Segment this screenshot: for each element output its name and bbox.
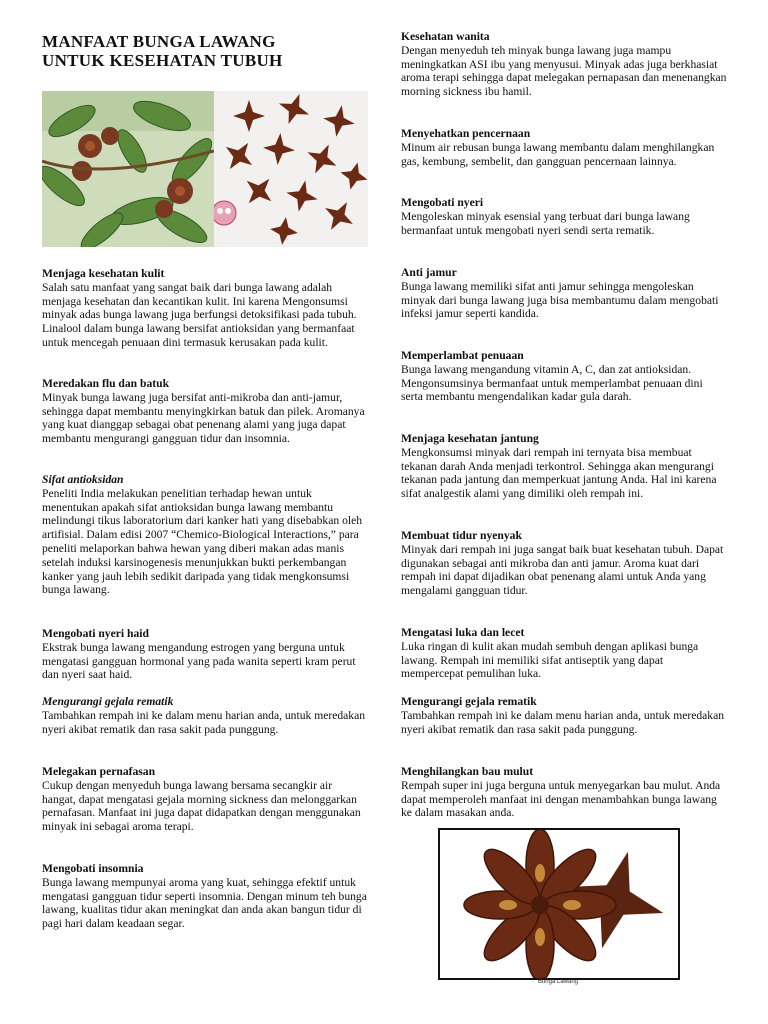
section-text: Ekstrak bunga lawang mengandung estrogen yang berguna untuk mengatasi gangguan hormonal yang pada wanita seperti kram perut dan nyeri saat haid. [42, 640, 356, 682]
section-heading: Menghilangkan bau mulut [401, 765, 534, 778]
section-menyehatkan-pencernaan [401, 127, 727, 168]
star-anise-closeup-photo [438, 828, 680, 980]
section-meredakan-flu [42, 377, 368, 446]
section-text: Bunga lawang mengandung vitamin A, C, dan zat antioksidan. Mengonsumsinya bermanfaat untuk memperlambat penuaan dini serta membantu mengendalikan kadar gula darah. [401, 362, 703, 404]
section-sifat-antioksidan [42, 473, 368, 597]
photo-caption: Bunga Lawang [537, 979, 579, 985]
page-title: MANFAAT BUNGA LAWANG UNTUK KESEHATAN TUBUH [42, 32, 283, 70]
section-text: Minyak dari rempah ini juga sangat baik buat kesehatan tubuh. Dapat digunakan sebagai anti mikroba dan anti jamur. Aroma kuat dari rempah ini dapat dijadikan obat penenang alami untuk Anda yang mengalami gangguan tidur. [401, 542, 724, 598]
section-membuat-tidur-nyenyak [401, 529, 727, 598]
section-text: Peneliti India melakukan penelitian terhadap hewan untuk menentukan apakah sifat antioksidan bunga lawang membantu melindungi tikus laboratorium dari kanker hati yang disebabkan oleh artifisial. Dalam edisi 2007 “Chemico-Biological Interactions,” para peneliti melaporkan bahwa hewan yang diberi makan adas manis setelah induksi karsinogenesis menunjukkan bukti perkembangan kanker yang jauh lebih sedikit daripada yang tidak mengkonsumsi bunga lawang. [42, 486, 363, 597]
section-text: Luka ringan di kulit akan mudah sembuh dengan aplikasi bunga lawang. Rempah ini memiliki sifat antiseptik yang dapat mempercepat pemulihan luka. [401, 639, 699, 681]
section-melegakan-pernafasan [42, 765, 368, 834]
section-heading: Memperlambat penuaan [401, 349, 524, 362]
section-menjaga-kesehatan-kulit [42, 267, 368, 350]
section-heading: Melegakan pernafasan [42, 765, 156, 778]
section-mengobati-insomnia [42, 862, 368, 931]
section-heading: Menyehatkan pencernaan [401, 127, 531, 140]
section-menghilangkan-bau-mulut [401, 765, 727, 820]
section-text: Salah satu manfaat yang sangat baik dari bunga lawang adalah menjaga kesehatan dan kecantikan kulit. Ini karena Mengonsumsi minyak adas bunga lawang juga berfungsi detoksifikasi pada tubuh. Linalool dalam bunga lawang bersifat antioksidan yang bermanfaat untuk mencegah penuaan dini termasuk kerusakan pada kulit. [42, 280, 357, 349]
section-heading: Kesehatan wanita [401, 30, 490, 43]
section-text: Tambahkan rempah ini ke dalam menu harian anda, untuk meredakan nyeri akibat rematik dan rasa sakit pada punggung. [42, 708, 366, 736]
section-mengobati-nyeri [401, 196, 727, 237]
dried-star-anise-photo [214, 91, 368, 247]
section-text: Mengkonsumsi minyak dari rempah ini ternyata bisa membuat tekanan darah Anda menjadi terkontrol. Sehingga akan mengurangi tekanan pada jantung dan memperkuat jantung Anda. Hal ini karena sifat analgestik alami yang dimiliki oleh rempah ini. [401, 445, 717, 501]
section-heading: Sifat antioksidan [42, 473, 124, 486]
section-heading: Membuat tidur nyenyak [401, 529, 522, 542]
section-kesehatan-wanita [401, 30, 727, 99]
section-heading: Mengobati nyeri [401, 196, 484, 209]
section-text: Bunga lawang memiliki sifat anti jamur sehingga mengoleskan minyak dari bunga lawang juga bisa membantumu dalam mengobati infeksi jamur seperti kandida. [401, 279, 719, 321]
section-memperlambat-penuaan [401, 349, 727, 404]
section-heading: Mengurangi gejala rematik [42, 695, 174, 708]
section-heading: Mengobati nyeri haid [42, 627, 149, 640]
section-text: Dengan menyeduh teh minyak bunga lawang juga mampu meningkatkan ASI ibu yang menyusui. Minyak adas juga berkhasiat aroma terapi sehingga dapat melegakan pernapasan dan menenangkan morning sickness ibu hamil. [401, 43, 727, 99]
section-heading: Menjaga kesehatan jantung [401, 432, 539, 445]
section-anti-jamur [401, 266, 727, 321]
section-mengurangi-gejala-rematik-2 [401, 695, 727, 736]
section-mengobati-nyeri-haid [42, 627, 368, 682]
section-text: Minum air rebusan bunga lawang membantu dalam menghilangkan gas, kembung, sembelit, dan gangguan pencernaan lainnya. [401, 140, 715, 168]
section-heading: Mengobati insomnia [42, 862, 144, 875]
star-anise-plant-photo [42, 91, 214, 247]
section-text: Mengoleskan minyak esensial yang terbuat dari bunga lawang bermanfaat untuk mengobati nyeri sendi serta rematik. [401, 209, 690, 237]
section-heading: Mengurangi gejala rematik [401, 695, 537, 708]
hero-image [42, 91, 368, 247]
section-heading: Menjaga kesehatan kulit [42, 267, 165, 280]
section-text: Tambahkan rempah ini ke dalam menu harian anda, untuk meredakan nyeri akibat rematik dan rasa sakit pada punggung. [401, 708, 725, 736]
section-text: Minyak bunga lawang juga bersifat anti-mikroba dan anti-jamur, sehingga dapat membantu menyingkirkan batuk dan pilek. Aromanya yang kuat dianggap sebagai obat penenang alami yang juga dapat membantu mengurangi gangguan tidur dan insomnia. [42, 390, 365, 446]
section-text: Cukup dengan menyeduh bunga lawang bersama secangkir air hangat, dapat mengatasi gejala morning sickness dan melonggarkan pernafasan. Manfaat ini juga dapat didapatkan dengan menggunakan minyak ini sebagai aroma terapi. [42, 778, 361, 834]
section-mengatasi-luka [401, 626, 727, 681]
section-heading: Meredakan flu dan batuk [42, 377, 170, 390]
section-heading: Anti jamur [401, 266, 457, 279]
section-mengurangi-gejala-rematik [42, 695, 368, 736]
section-text: Bunga lawang mempunyai aroma yang kuat, sehingga efektif untuk mengatasi gangguan tidur seperti insomnia. Dengan minum teh bunga lawang, kualitas tidur akan meningkat dan anda akan bangun tidur di pagi hari dalam keadaan segar. [42, 875, 367, 931]
section-text: Rempah super ini juga berguna untuk menyegarkan bau mulut. Anda dapat memperoleh manfaat ini dengan menambahkan bunga lawang ke dalam masakan anda. [401, 778, 721, 820]
section-menjaga-kesehatan-jantung [401, 432, 727, 501]
section-heading: Mengatasi luka dan lecet [401, 626, 525, 639]
